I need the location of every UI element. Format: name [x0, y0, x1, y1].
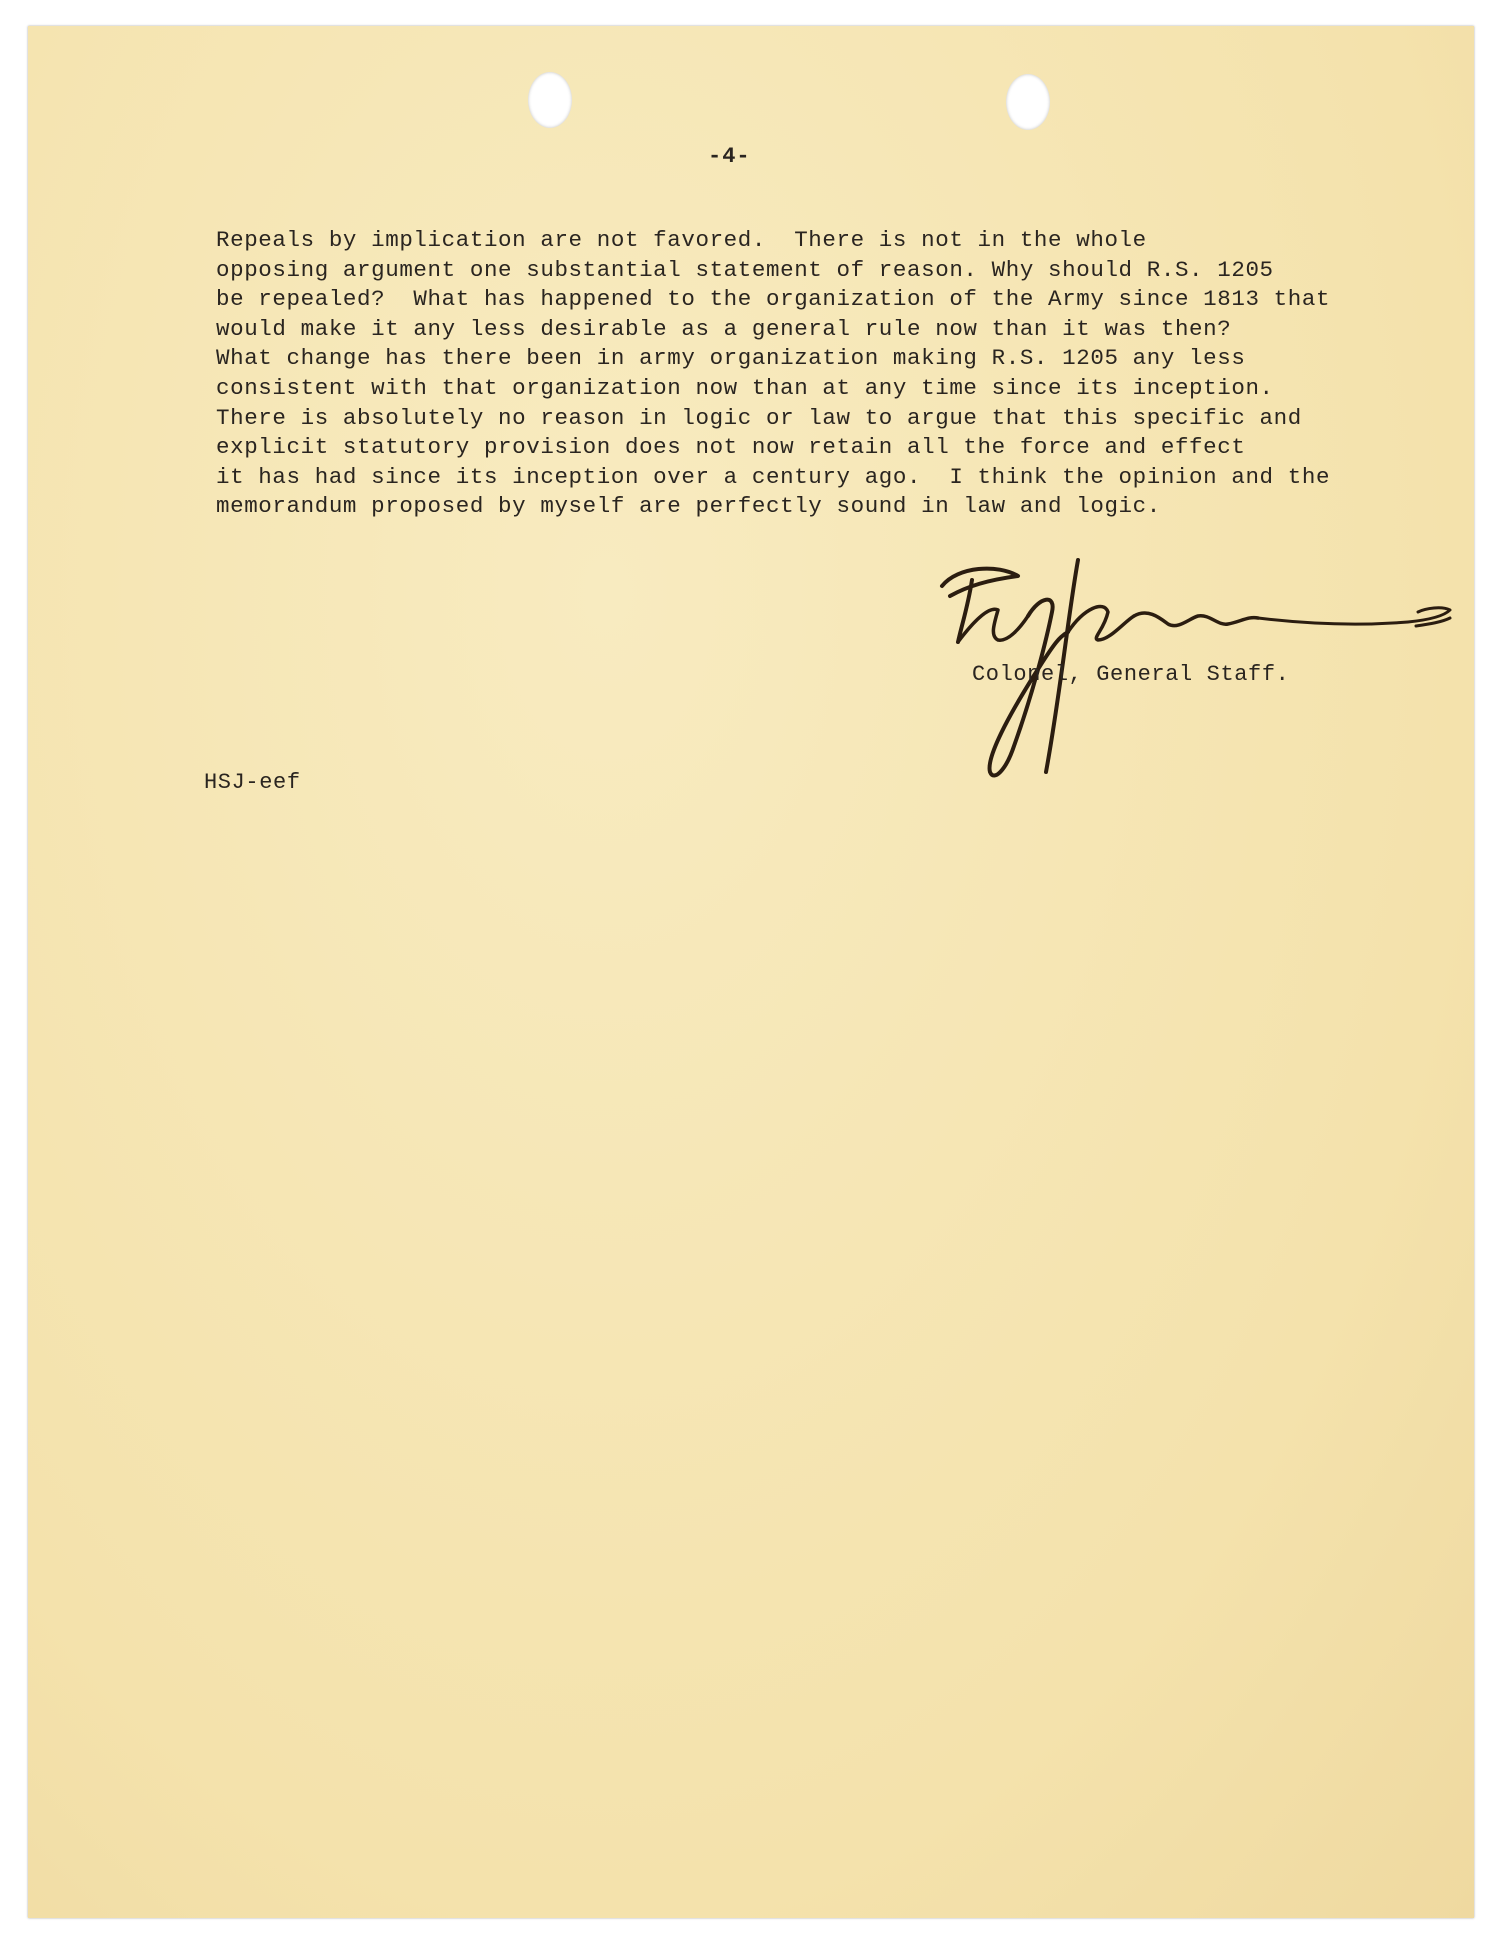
- paragraph-line: be repealed? What has happened to the organization of the Army since 1813 that: [216, 286, 1331, 313]
- body-paragraph: [216, 226, 1436, 522]
- signer-title: Colonel, General Staff.: [972, 662, 1290, 687]
- page-number: -4-: [708, 144, 751, 169]
- paragraph-line: Repeals by implication are not favored. There is not in the whole: [216, 227, 1147, 253]
- paragraph-line: consistent with that organization now than at any time since its inception.: [216, 374, 1274, 401]
- paragraph-line: would make it any less desirable as a general rule now than it was then?: [216, 315, 1232, 342]
- reference-initials: HSJ-eef: [204, 770, 301, 795]
- punch-hole-left: [528, 72, 572, 128]
- paragraph-line: There is absolutely no reason in logic or law to argue that this specific and: [216, 404, 1302, 431]
- document-page: [28, 26, 1474, 1918]
- paragraph-line: opposing argument one substantial statement of reason. Why should R.S. 1205: [216, 256, 1274, 283]
- paragraph-line: What change has there been in army organization making R.S. 1205 any less: [216, 345, 1246, 372]
- punch-hole-right: [1006, 74, 1050, 130]
- paragraph-line: it has had since its inception over a century ago. I think the opinion and the: [216, 463, 1331, 490]
- paragraph-line: explicit statutory provision does not now retain all the force and effect: [216, 434, 1246, 461]
- paragraph-line: memorandum proposed by myself are perfectly sound in law and logic.: [216, 493, 1161, 520]
